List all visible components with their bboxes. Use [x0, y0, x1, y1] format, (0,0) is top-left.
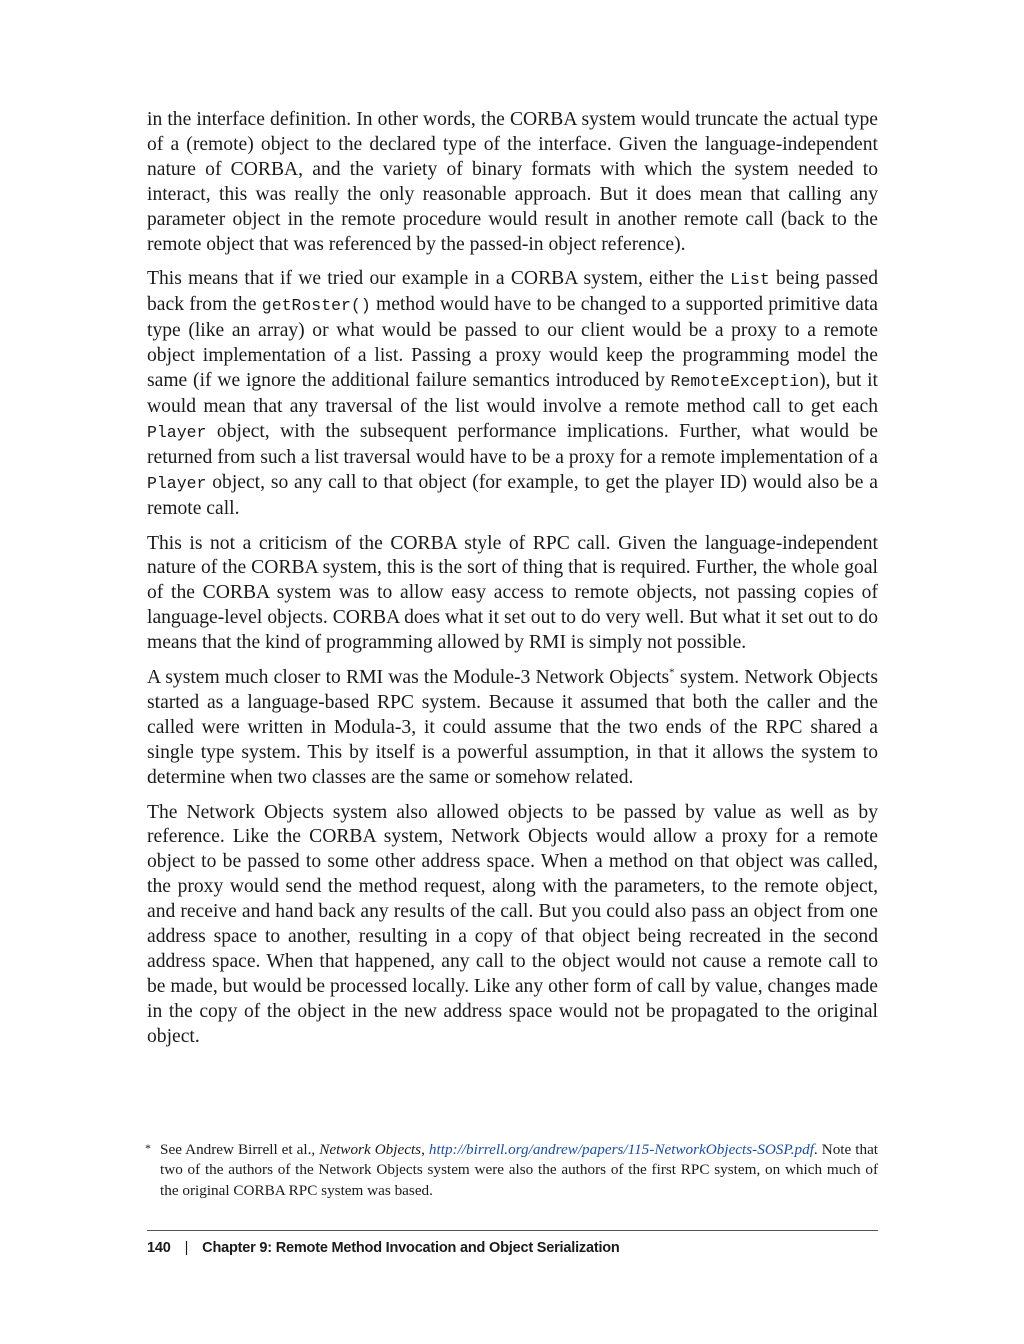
footer-rule — [147, 1230, 878, 1231]
footnote-link[interactable]: http://birrell.org/andrew/papers/115-NetworkObjects-SOSP.pdf — [428, 1141, 814, 1158]
text-run: method would have to be changed to a supported primitive data type (like an array) or what would be passed to our client would be a proxy to a remote object implementation of a list. Passing a proxy would keep the programming model the same (if we ignore the additional failure semantics introduced by — [147, 294, 878, 392]
paragraph-2 — [147, 267, 878, 521]
footnote-text: See Andrew Birrell et al., — [160, 1141, 320, 1158]
page-footer — [147, 1240, 620, 1256]
footnote — [147, 1140, 878, 1201]
text-run: being passed back from the — [147, 268, 878, 316]
text-run: This means that if we tried our example in a CORBA system, either the — [147, 268, 731, 290]
paragraph-4 — [147, 666, 878, 791]
code-player: Player — [147, 422, 207, 442]
footer-separator: | — [184, 1240, 189, 1256]
page-number: 140 — [147, 1240, 171, 1256]
footnote-text: , — [421, 1141, 429, 1158]
footnote-title: Network Objects — [319, 1141, 422, 1158]
footnote-text: . Note that two of the authors of the Network Objects system were also the authors of the first RPC system, on which much of the original CORBA RPC system was based. — [160, 1141, 879, 1199]
chapter-title: Chapter 9: Remote Method Invocation and Object Serialization — [202, 1240, 620, 1256]
footnote-mark: * — [145, 1141, 151, 1155]
footnote-body — [147, 1140, 878, 1201]
code-remoteexception: RemoteException — [670, 372, 820, 392]
text-run: object, with the subsequent performance implications. Further, what would be returned from such a list traversal would have to be a proxy for a remote implementation of a — [147, 420, 878, 468]
paragraph-1: in the interface definition. In other words, the CORBA system would truncate the actual type of a (remote) object to the declared type of the interface. Given the language-independent nature of CORBA, and the variety of binary formats with which the system needed to interact, this was really the only reasonable approach. But it does mean that calling any parameter object in the remote procedure would result in another remote call (back to the remote object that was referenced by the passed-in object reference). — [147, 109, 878, 255]
footnote-reference[interactable]: * — [669, 666, 675, 679]
text-run: ), but it would mean that any traversal of the list would involve a remote method call to get each — [147, 370, 878, 417]
code-list: List — [730, 270, 770, 290]
text-run: object, so any call to that object (for example, to get the player ID) would also be a remote call. — [147, 471, 878, 519]
text-run: system. Network Objects started as a language-based RPC system. Because it assumed that both the caller and the called were written in Modula-3, it could assume that the two ends of the RPC shared a single type system. This by itself is a powerful assumption, in that it allows the system to determine when two classes are the same or somehow related. — [147, 667, 878, 788]
paragraph-3: This is not a criticism of the CORBA style of RPC call. Given the language-independent nature of the CORBA system, this is the sort of thing that is required. Further, the whole goal of the CORBA system was to allow easy access to remote objects, not passing copies of language-level objects. CORBA does what it set out to do very well. But what it set out to do means that the kind of programming allowed by RMI is simply not possible. — [147, 532, 878, 654]
code-player: Player — [147, 473, 207, 493]
text-run: A system much closer to RMI was the Module-3 Network Objects — [147, 667, 670, 689]
paragraph-5: The Network Objects system also allowed objects to be passed by value as well as by reference. Like the CORBA system, Network Objects would allow a proxy for a remote object to be passed to some other address space. When a method on that object was called, the proxy would send the method request, along with the parameters, to the remote object, and receive and hand back any results of the call. But you could also pass an object from one address space to another, resulting in a copy of that object being recreated in the second address space. When that happened, any call to the object would not cause a remote call to be made, but would be processed locally. Like any other form of call by value, changes made in the copy of the object in the new address space would not be propagated to the original object. — [147, 801, 878, 1047]
code-getroster: getRoster() — [261, 296, 371, 316]
main-text — [147, 108, 878, 1060]
